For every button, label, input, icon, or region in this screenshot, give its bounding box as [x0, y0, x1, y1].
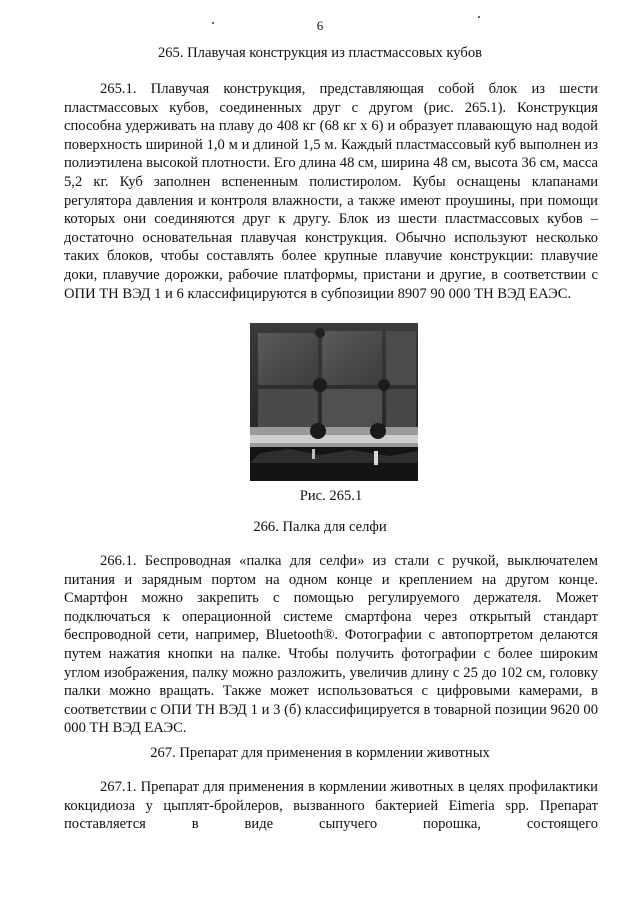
figure-caption: Рис. 265.1	[299, 488, 363, 504]
scan-speck	[478, 16, 480, 18]
connector-lug	[378, 379, 390, 391]
cube-shape	[258, 389, 318, 429]
section-265-heading: 265. Плавучая конструкция из пластмассовых кубов	[157, 45, 483, 61]
connector-lug	[310, 423, 326, 439]
connector-lug	[370, 423, 386, 439]
floating-cubes-image	[250, 323, 418, 481]
section-267-heading: 267. Препарат для применения в кормлении животных	[150, 745, 490, 761]
highlight-band	[250, 435, 418, 443]
reflection-mark	[374, 451, 378, 465]
scan-speck	[212, 22, 214, 24]
figure-265-1-photo	[250, 323, 418, 481]
cube-shape	[386, 389, 416, 429]
page-number: 6	[316, 18, 324, 33]
reflection-mark	[312, 449, 315, 459]
cube-shape	[322, 389, 382, 429]
section-266-paragraph: 266.1. Беспроводная «палка для селфи» из стали с ручкой, выключателем питания и зарядным портом на одном конце и креплением на другом конце. Смартфон можно закрепить с помощью регулируемого держателя. Может подключаться к операционной системе смартфона через открытый стандарт беспроводной сети, например, Bluetooth®. Фотографии с автопортретом делаются путем нажатия кнопки на палке. Чтобы получить фотографии с более широким углом изображения, палку можно разложить, увеличив длину с 25 до 102 см, головку палки можно вращать. Также может использоваться с цифровыми камерами, в соответствии с ОПИ ТН ВЭД 1 и 3 (б) классифицируется в товарной позиции 9620 00 000 ТН ВЭД ЕАЭС.	[64, 553, 598, 737]
cube-shape	[322, 331, 382, 385]
cube-shape	[386, 331, 416, 385]
cube-shape	[258, 333, 318, 385]
section-266-heading: 266. Палка для селфи	[253, 519, 387, 535]
connector-lug	[313, 378, 327, 392]
connector-lug	[315, 328, 325, 338]
section-267-paragraph: 267.1. Препарат для применения в кормлении животных в целях профилактики кокцидиоза у цыплят-бройлеров, вызванного бактерией Eimeria spp. Препарат поставляется в виде сыпучего порошка, состоящего	[64, 779, 598, 833]
section-265-paragraph: 265.1. Плавучая конструкция, представляющая собой блок из шести пластмассовых кубов, соединенных друг с другом (рис. 265.1). Конструкция способна удерживать на плаву до 408 кг (68 кг х 6) и образует плавающую над водой поверхность шириной 1,0 м и длиной 1,5 м. Каждый пластмассовый куб выполнен из полиэтилена высокой плотности. Его длина 48 см, ширина 48 см, высота 36 см, масса 5,2 кг. Куб заполнен вспененным полистиролом. Кубы оснащены клапанами регулятора давления и контроля влажности, а также имеют проушины, при помощи которых они соединяются друг к другу. Блок из шести пластмассовых кубов – достаточно основательная плавучая конструкция. Обычно используют несколько таких блоков, чтобы составлять более крупные плавучие конструкции: плавучие доки, плавучие дорожки, рабочие платформы, пристани и другие, в соответствии с ОПИ ТН ВЭД 1 и 6 классифицируются в субпозиции 8907 90 000 ТН ВЭД ЕАЭС.	[64, 81, 598, 302]
